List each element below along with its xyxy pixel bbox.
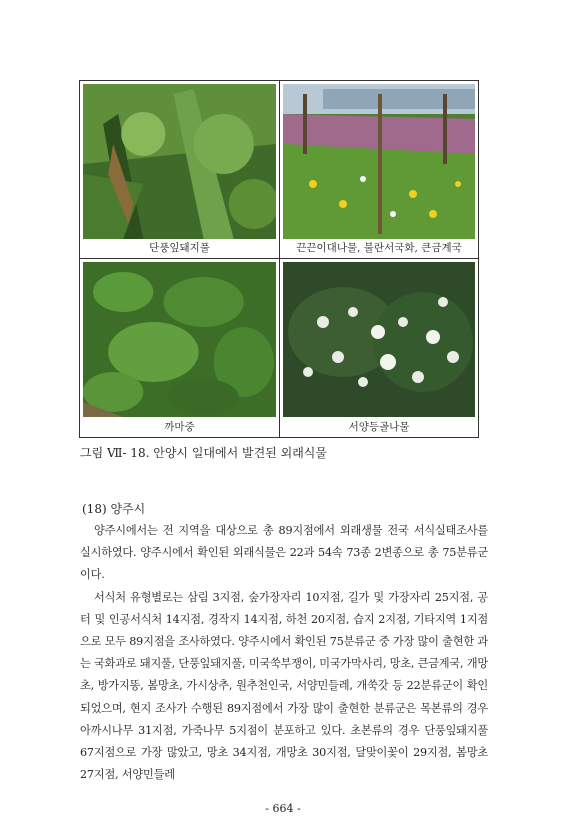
section-title: (18) 양주시 — [82, 502, 146, 516]
figure-caption: 그림 Ⅶ- 18. 안양시 일대에서 발견된 외래식물 — [80, 446, 327, 460]
photo-caption: 서양등골나물 — [348, 421, 410, 433]
photo-caption: 까마중 — [164, 421, 195, 433]
photo-cell-4 — [280, 259, 478, 437]
photo-cell-3 — [80, 259, 280, 437]
paragraph: 서식처 유형별로는 삼림 3지점, 숲가장자리 10지점, 길가 및 가장자리 25지점, 공터 및 인공서식처 14지점, 경작지 14지점, 하천 20지점, 습지 2지점, 기타지역 1지점으로 모두 89지점을 조사하였다. 양주시에서 확인된 75분류군 중 가장 많이 출현한 과는 국화과로 돼지풀, 단풍잎돼지풀, 미국쑥부쟁이, 미국가막사리, 망초, 큰금계국, 개망초, 방가지똥, 봄망초, 가시상추, 원추천인국, 서양민들레, 개쑥갓 등 22분류군이 확인되었으며, 현지 조사가 수행된 89지점에서 가장 많이 출현한 분류군은 목본류의 경우 아까시나무 31지점, 가죽나무 5지점이 분포하고 있다. 초본류의 경우 단풍잎돼지풀 67지점으로 가장 많았고, 망초 34지점, 개망초 30지점, 달맞이꽃이 29지점, 봄망초 27지점, 서양민들레 — [80, 590, 488, 782]
page-number: - 664 - — [265, 802, 301, 815]
photo-cell-2 — [280, 81, 478, 259]
photo-white-snakeroot — [283, 262, 475, 417]
body-text — [80, 520, 488, 786]
photo-caption: 끈끈이대나물, 불란서국화, 큰금계국 — [296, 242, 462, 254]
photo-wildflowers — [283, 84, 475, 239]
photo-caption: 단풍잎돼지풀 — [149, 242, 210, 254]
photo-nightshade — [83, 262, 276, 417]
photo-ragweed — [83, 84, 276, 239]
photo-cell-1 — [80, 81, 280, 259]
photo-grid — [79, 80, 479, 438]
paragraph: 양주시에서는 전 지역을 대상으로 총 89지점에서 외래생물 전국 서식실태조사를 실시하였다. 양주시에서 확인된 외래식물은 22과 54속 73종 2변종으로 총 75분류군이다. — [80, 524, 488, 582]
